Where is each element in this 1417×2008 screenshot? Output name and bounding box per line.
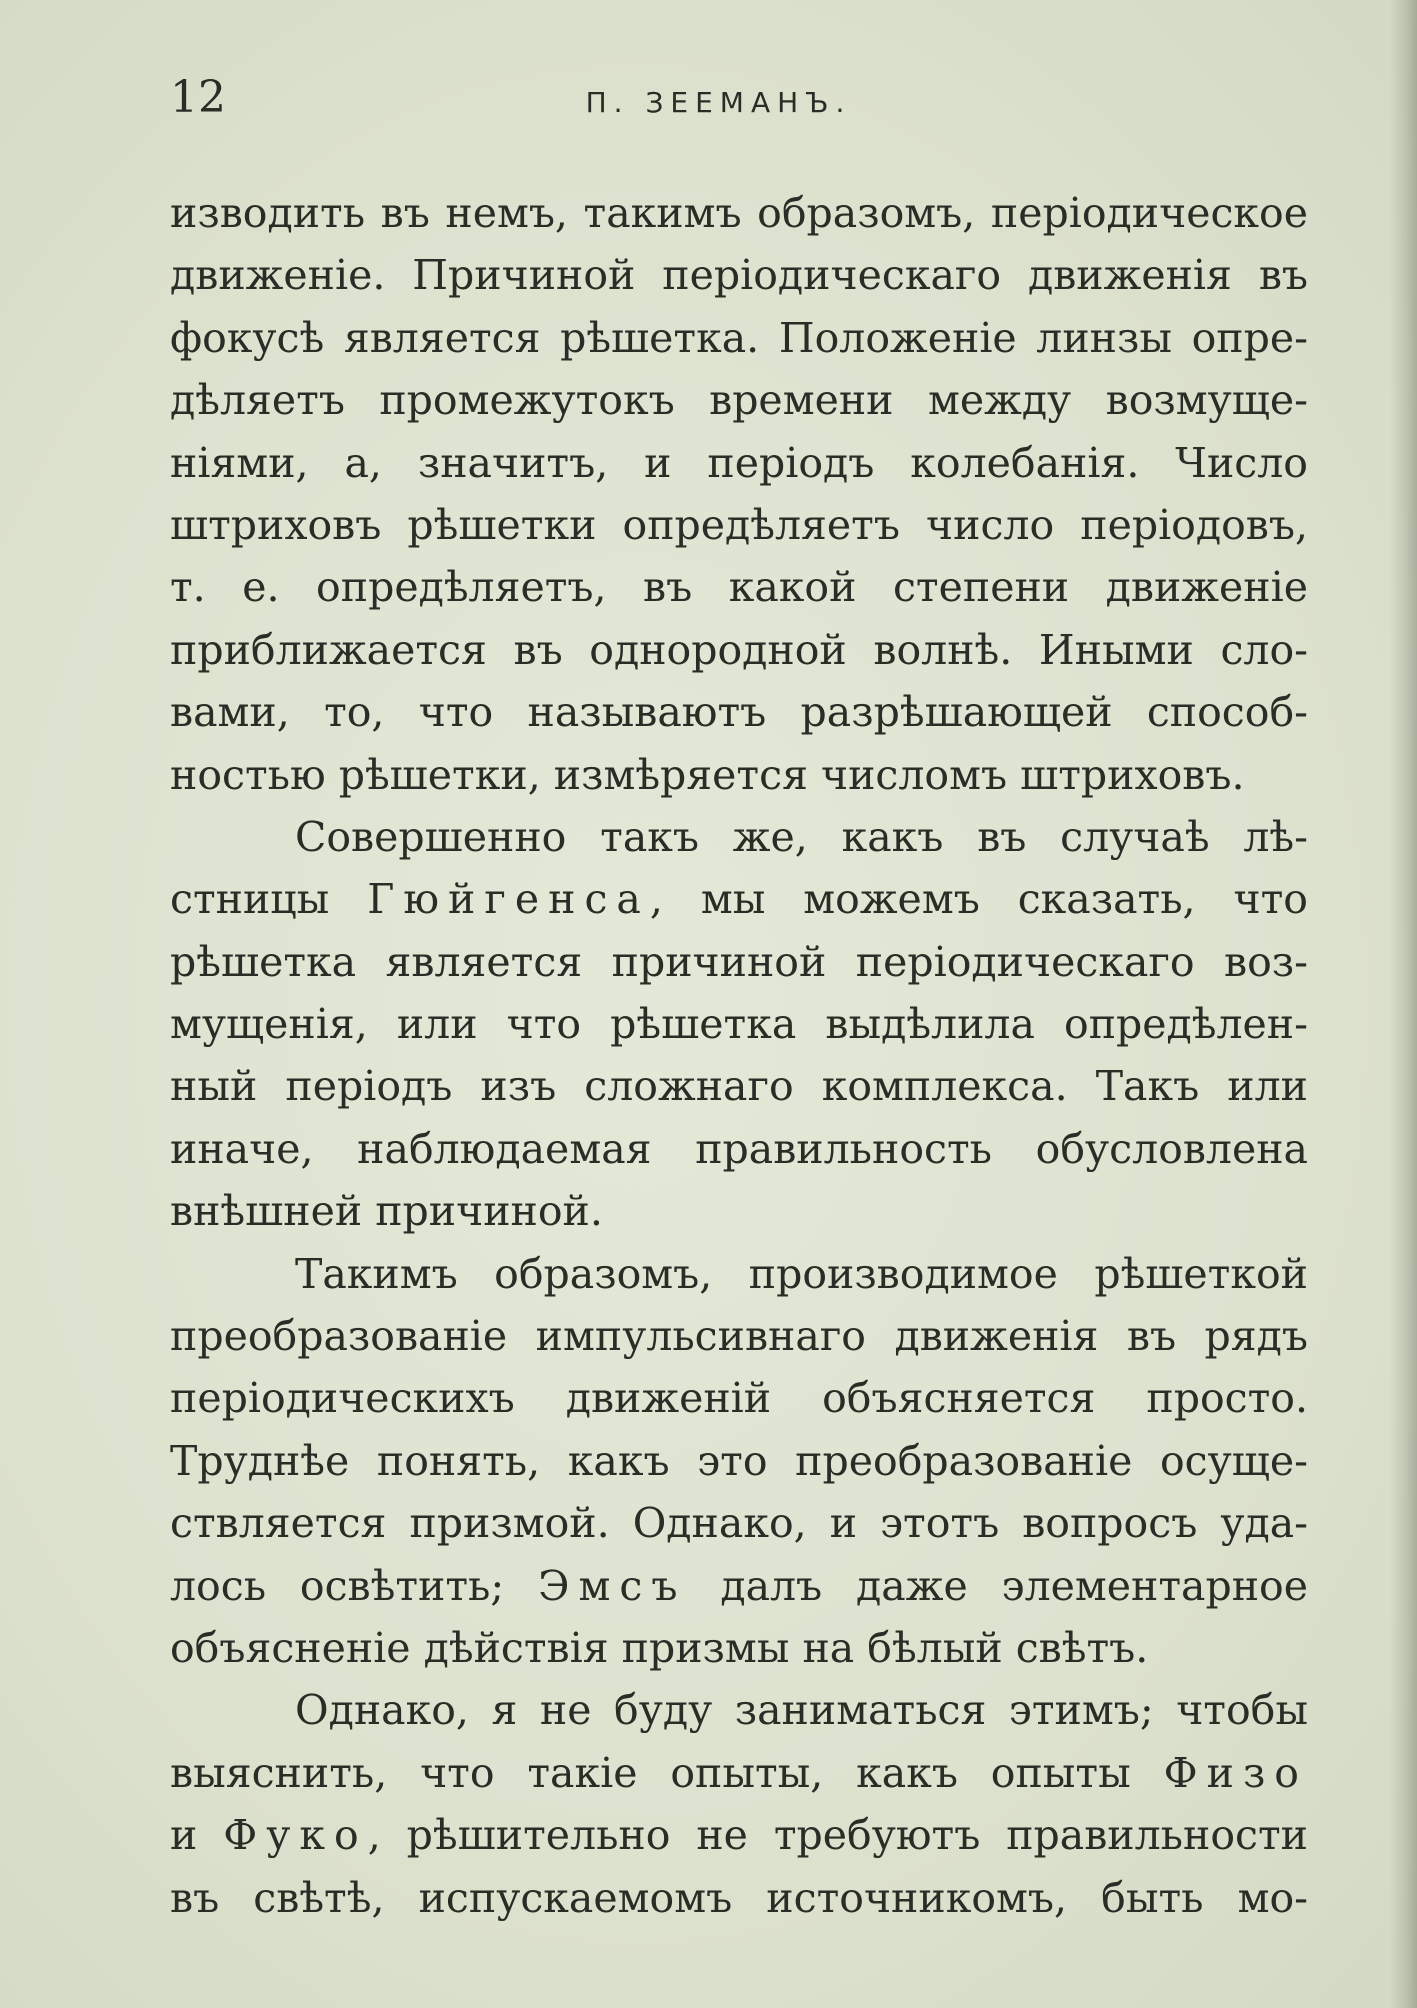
text-span: стницы (170, 875, 330, 924)
text-line (170, 1742, 1308, 1804)
text-line: ностью рѣшетки, измѣряется числомъ штриховъ. (170, 750, 1245, 799)
page-number: 12 (170, 72, 226, 123)
text-line: періодическихъ движеній объясняется просто. (170, 1374, 1308, 1423)
spaced-name: Физо (1163, 1748, 1308, 1797)
text-line: вами, то, что называютъ разрѣшающей способ- (170, 688, 1308, 737)
text-line: рѣшетка является причиной періодическаго воз- (170, 937, 1308, 986)
text-line: мущенія, или что рѣшетка выдѣлила опредѣлен- (170, 1000, 1308, 1049)
text-line: въ свѣтѣ, испускаемомъ источникомъ, быть мо- (170, 1873, 1308, 1922)
text-line: преобразованіе импульсивнаго движенія въ рядъ (170, 1312, 1308, 1361)
text-line: движеніе. Причиной періодическаго движенія въ (170, 251, 1308, 300)
text-line (170, 1555, 1308, 1617)
text-span: лось освѣтить; (170, 1561, 505, 1610)
text-span: , мы можемъ сказать, что (649, 875, 1308, 924)
text-line: приближается въ однородной волнѣ. Иными сло- (170, 625, 1308, 674)
page-edge-shadow (1389, 0, 1417, 2008)
spaced-name: Фуко (223, 1811, 368, 1860)
text-line: иначе, наблюдаемая правильность обусловлена (170, 1124, 1308, 1173)
text-line: Однако, я не буду заниматься этимъ; чтобы (295, 1686, 1308, 1735)
spaced-name: Гюйгенса (367, 875, 650, 924)
text-line: внѣшней причиной. (170, 1187, 603, 1236)
text-line: объясненіе дѣйствія призмы на бѣлый свѣтъ. (170, 1623, 1149, 1672)
text-span: и (170, 1811, 198, 1860)
text-line: ствляется призмой. Однако, и этотъ вопросъ уда- (170, 1499, 1308, 1548)
body-text (170, 182, 1308, 1929)
text-line (170, 868, 1308, 930)
text-line: Совершенно такъ же, какъ въ случаѣ лѣ- (295, 812, 1308, 861)
text-line: Такимъ образомъ, производимое рѣшеткой (295, 1249, 1308, 1298)
text-line (170, 1804, 1308, 1866)
text-span: выяснить, что такіе опыты, какъ опыты (170, 1748, 1131, 1797)
text-span: , рѣшительно не требуютъ правильности (367, 1811, 1308, 1860)
text-line: изводить въ немъ, такимъ образомъ, періодическое (170, 189, 1308, 237)
spaced-name: Эмсъ (538, 1561, 687, 1610)
text-span: далъ даже элементарное (720, 1561, 1309, 1610)
text-line: дѣляетъ промежутокъ времени между возмуще- (170, 376, 1308, 425)
text-line: ный періодъ изъ сложнаго комплекса. Такъ или (170, 1062, 1308, 1111)
text-line: Труднѣе понять, какъ это преобразованіе осуще- (170, 1436, 1308, 1485)
text-line: штриховъ рѣшетки опредѣляетъ число періодовъ, (170, 500, 1308, 549)
running-head: П. ЗЕЕМАНЪ. (585, 86, 852, 119)
text-line: ніями, а, значитъ, и періодъ колебанія. Число (170, 438, 1308, 487)
text-line: т. е. опредѣляетъ, въ какой степени движеніе (170, 563, 1308, 612)
text-line: фокусѣ является рѣшетка. Положеніе линзы опре- (170, 313, 1308, 362)
